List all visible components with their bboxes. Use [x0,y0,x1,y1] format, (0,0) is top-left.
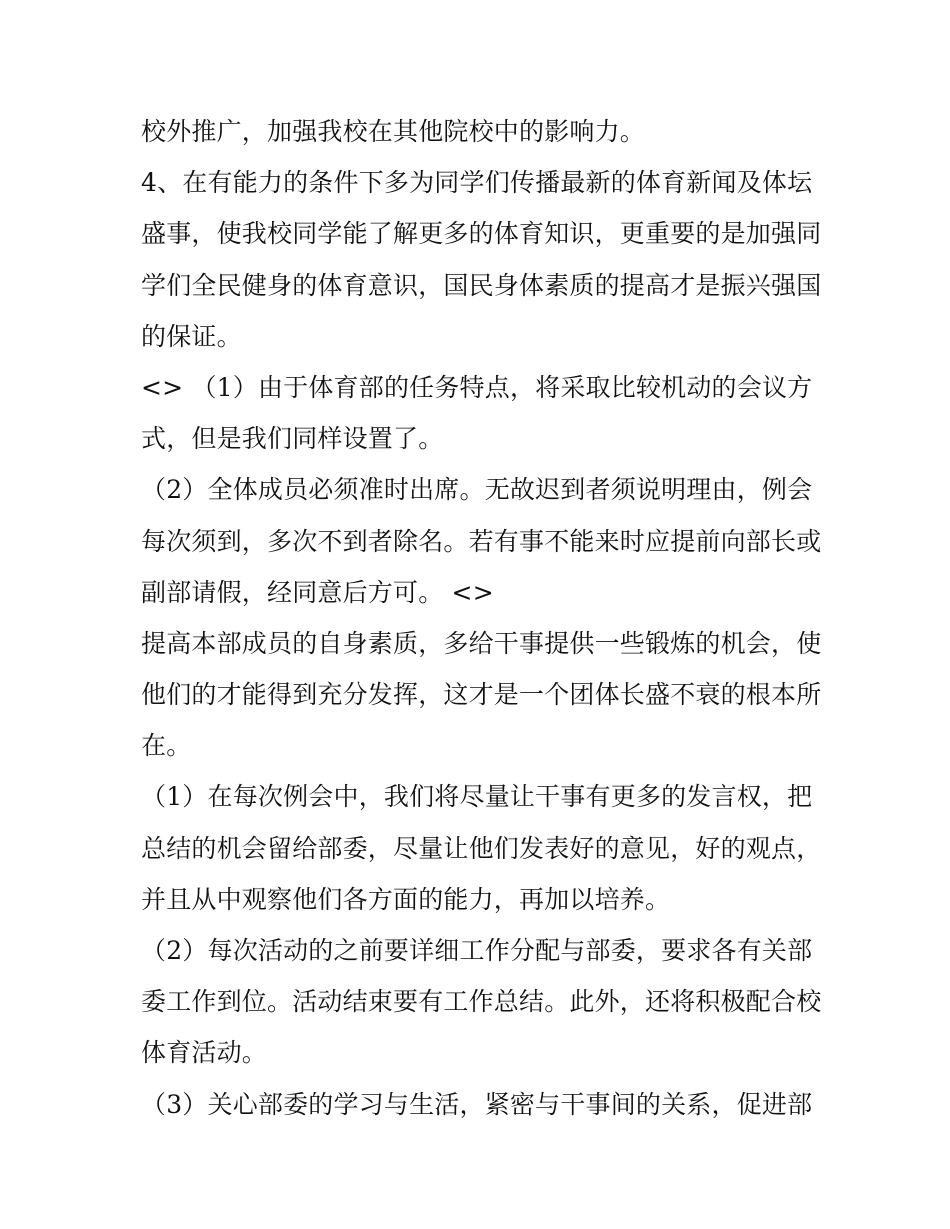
text-line-17: （2）每次活动的之前要详细工作分配与部委，要求各有关部 [141,936,813,965]
text-line-14: （1）在每次例会中，我们将尽量让干事有更多的发言权，把 [141,782,813,812]
text-line-8: （2）全体成员必须准时出席。无故迟到者须说明理由，例会 [141,475,813,505]
text-line-4: 学们全民健身的体育意识，国民身体素质的提高才是振兴强国 [141,270,822,300]
text-line-3: 盛事，使我校同学能了解更多的体育知识，更重要的是加强同 [141,219,822,249]
text-line-2: 4、在有能力的条件下多为同学们传播最新的体育新闻及体坛 [141,168,813,198]
text-line-7: 式，但是我们同样设置了。 [141,424,444,454]
text-line-18: 委工作到位。活动结束要有工作总结。此外，还将积极配合校 [141,987,822,1017]
text-line-13: 在。 [141,731,192,761]
document-body [141,106,821,1130]
text-line-6: <> （1）由于体育部的任务特点，将采取比较机动的会议方 [141,372,813,402]
text-line-9: 每次须到，多次不到者除名。若有事不能来时应提前向部长或 [141,526,822,556]
text-line-1: 校外推广，加强我校在其他院校中的影响力。 [141,117,646,146]
text-line-19: 体育活动。 [141,1038,268,1068]
text-line-11: 提高本部成员的自身素质，多给干事提供一些锻炼的机会，使 [141,628,822,658]
text-line-15: 总结的机会留给部委，尽量让他们发表好的意见，好的观点， [141,833,822,863]
text-line-5: 的保证。 [141,321,242,351]
text-line-16: 并且从中观察他们各方面的能力，再加以培养。 [141,884,671,914]
text-line-20: （3）关心部委的学习与生活，紧密与干事间的关系，促进部 [141,1089,813,1119]
text-line-10: 副部请假，经同意后方可。 <> [141,577,494,607]
text-line-12: 他们的才能得到充分发挥，这才是一个团体长盛不衰的根本所 [141,680,822,710]
